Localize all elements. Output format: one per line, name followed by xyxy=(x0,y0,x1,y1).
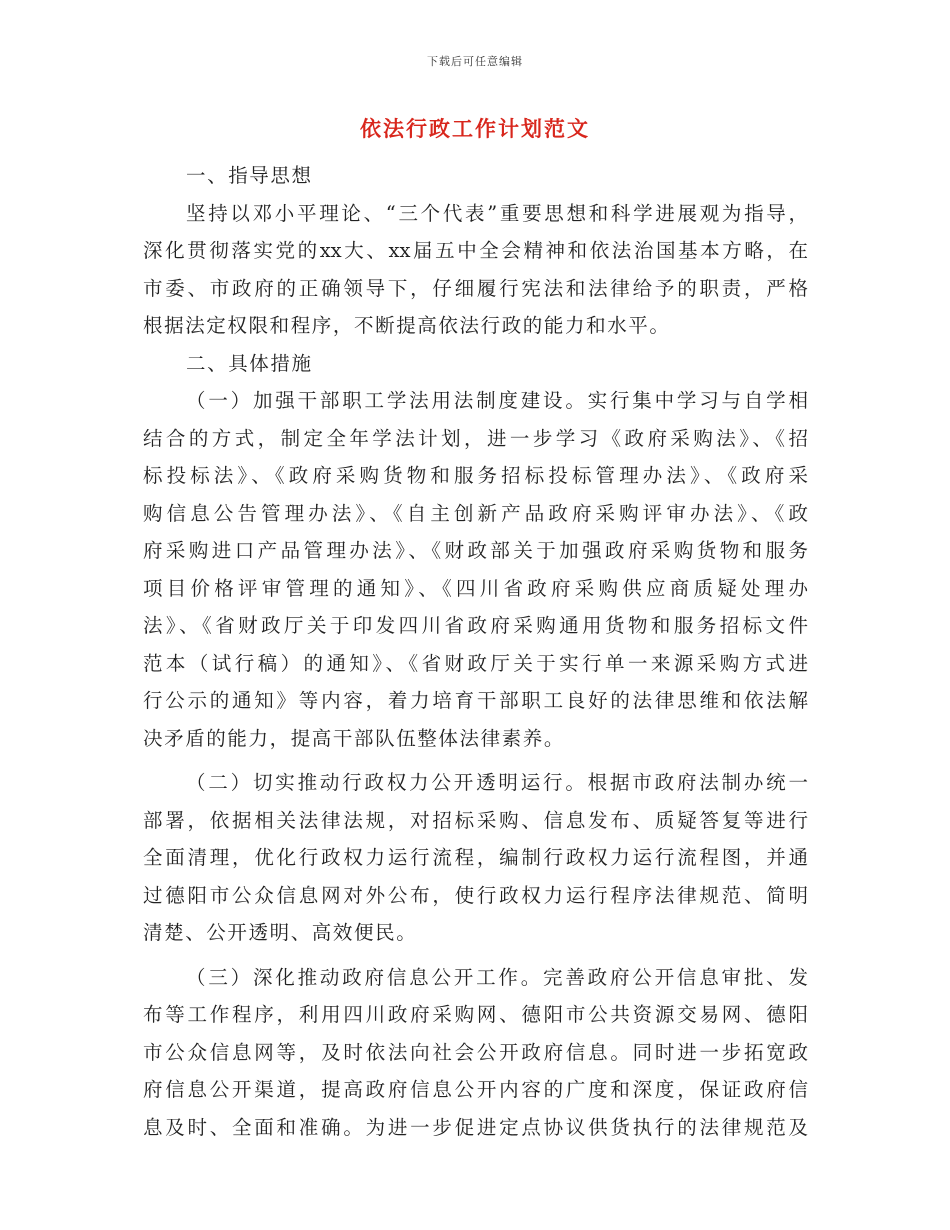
paragraph-line: （三）深化推动政府信息公开工作。完善政府公开信息审批、发 xyxy=(186,965,808,989)
paragraph-line: 布等工作程序，利用四川政府采购网、德阳市公共资源交易网、德阳 xyxy=(143,1003,808,1026)
document-title: 依法行政工作计划范文 xyxy=(360,116,590,141)
paragraph-line: （二）切实推动行政权力公开透明运行。根据市政府法制办统一 xyxy=(186,771,808,794)
paragraph-line: 清楚、公开透明、高效便民。 xyxy=(143,921,418,944)
paragraph-line: 府信息公开渠道，提高政府信息公开内容的广度和深度，保证政府信 xyxy=(143,1078,808,1101)
paragraph-line: 根据法定权限和程序，不断提高依法行政的能力和水平。 xyxy=(143,314,671,337)
paragraph-line: 市委、市政府的正确领导下，仔细履行宪法和法律给予的职责，严格 xyxy=(143,276,808,300)
paragraph-line: 决矛盾的能力，提高干部队伍整体法律素养。 xyxy=(143,726,566,750)
section-heading-guiding-ideology: 一、指导思想 xyxy=(186,164,313,187)
paragraph-line: 息及时、全面和准确。为进一步促进定点协议供货执行的法律规范及 xyxy=(143,1115,808,1139)
section-heading-specific-measures: 二、具体措施 xyxy=(186,351,313,375)
paragraph-line: 过德阳市公众信息网对外公布，使行政权力运行程序法律规范、简明 xyxy=(143,883,808,907)
paragraph-line: 全面清理，优化行政权力运行流程，编制行政权力运行流程图，并通 xyxy=(143,846,808,869)
paragraph-line: 市公众信息网等，及时依法向社会公开政府信息。同时进一步拓宽政 xyxy=(143,1040,808,1064)
paragraph-line: 标投标法》、《政府采购货物和服务招标投标管理办法》、《政府采 xyxy=(143,464,808,487)
paragraph-line: 坚持以邓小平理论、“三个代表”重要思想和科学进展观为指导， xyxy=(186,201,808,225)
paragraph-line: 府采购进口产品管理办法》、《财政部关于加强政府采购货物和服务 xyxy=(143,539,808,562)
paragraph-line: 结合的方式，制定全年学法计划，进一步学习《政府采购法》、《招 xyxy=(143,426,808,450)
paragraph-line: 法》、《省财政厅关于印发四川省政府采购通用货物和服务招标文件 xyxy=(143,614,808,637)
paragraph-line: （一）加强干部职工学法用法制度建设。实行集中学习与自学相 xyxy=(186,389,808,412)
paragraph-line: 深化贯彻落实党的xx大、xx届五中全会精神和依法治国基本方略，在 xyxy=(143,239,808,262)
paragraph-line: 购信息公告管理办法》、《自主创新产品政府采购评审办法》、《政 xyxy=(143,501,808,525)
paragraph-line: 行公示的通知》等内容，着力培育干部职工良好的法律思维和依法解 xyxy=(143,689,808,712)
paragraph-line: 范本（试行稿）的通知》、《省财政厅关于实行单一来源采购方式进 xyxy=(143,651,808,675)
paragraph-line: 项目价格评审管理的通知》、《四川省政府采购供应商质疑处理办 xyxy=(143,576,808,600)
paragraph-line: 部署，依据相关法律法规，对招标采购、信息发布、质疑答复等进行 xyxy=(143,808,808,832)
header-note: 下载后可任意编辑 xyxy=(427,55,523,68)
document-body xyxy=(143,157,808,1146)
